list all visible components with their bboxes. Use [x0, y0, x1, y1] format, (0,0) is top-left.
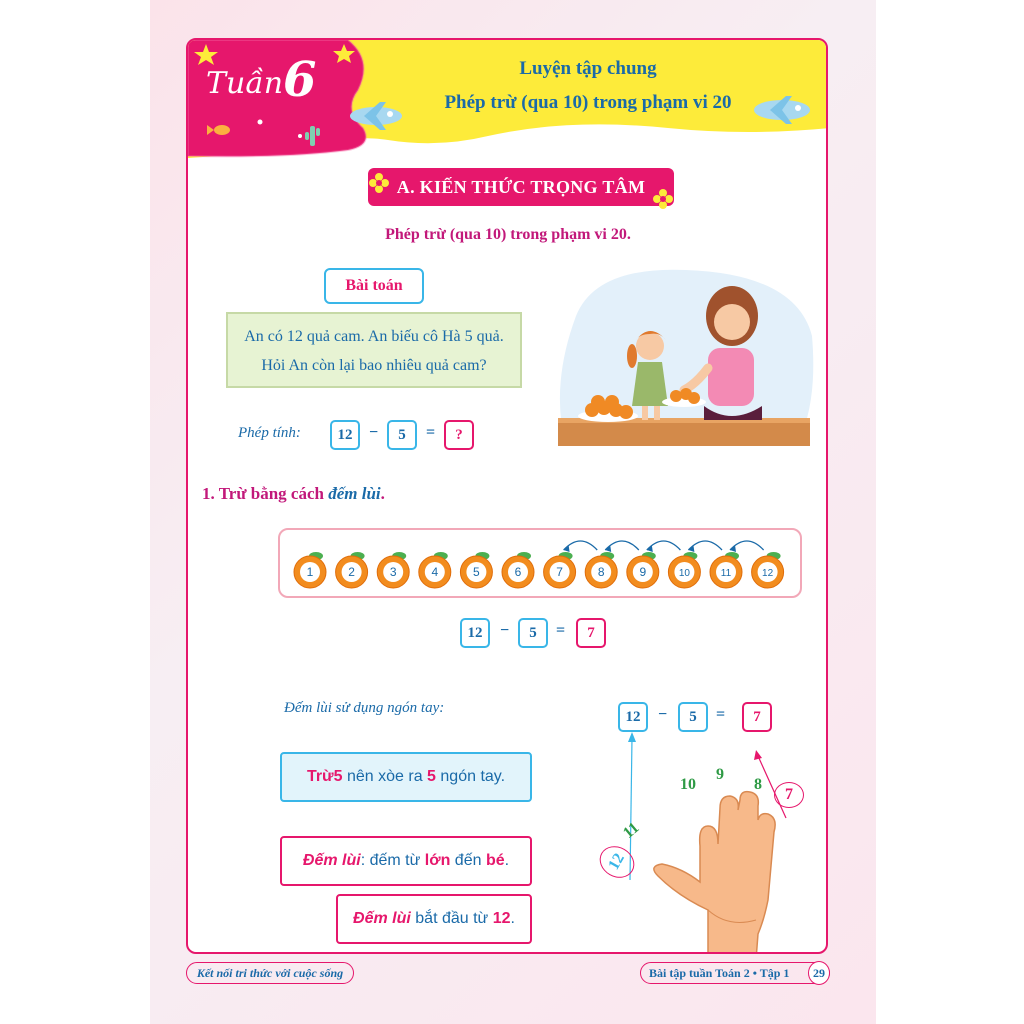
- eq1-result: 7: [576, 618, 606, 648]
- orange-number-line-drawing: [280, 530, 800, 596]
- start-circle-12: 12: [594, 840, 640, 884]
- eq1-operand-b: 5: [518, 618, 548, 648]
- flower-icon: [652, 188, 674, 210]
- end-circle-7: 7: [774, 782, 804, 808]
- hand-counting-illustration: [588, 720, 818, 954]
- dem-luy-term-2: Đếm lùi: [353, 910, 411, 927]
- step-1-suffix: .: [380, 484, 385, 503]
- orange-number-label: 10: [678, 568, 690, 579]
- orange-number-label: 2: [348, 565, 355, 579]
- orange-number-line: [278, 528, 802, 598]
- orange-12: [752, 552, 784, 588]
- page-frame: [186, 38, 828, 954]
- calc-equals: =: [426, 424, 436, 441]
- calc-label: Phép tính:: [238, 425, 301, 441]
- dem-luy-term: Đếm lùi: [302, 852, 361, 869]
- eq2-operand-a: 12: [618, 702, 648, 732]
- orange-number-label: 9: [639, 565, 647, 579]
- eq2-minus: −: [658, 706, 668, 723]
- eq1-minus: −: [500, 622, 510, 639]
- finger-label-11: 11: [619, 819, 643, 842]
- subtract-five-box: [280, 752, 532, 802]
- orange-4: [419, 552, 451, 588]
- dem-small-word: bé: [485, 852, 505, 869]
- step-1-emphasis: đếm lùi: [328, 484, 381, 503]
- orange-7: [544, 552, 576, 588]
- dem-big-word: lớn: [424, 852, 451, 869]
- dem-start-number: 12: [492, 910, 511, 927]
- finger-label-10: 10: [680, 776, 696, 793]
- eq1-equals: =: [556, 622, 566, 639]
- topic-subtitle: Phép trừ (qua 10) trong phạm vi 20.: [385, 226, 631, 243]
- orange-3: [377, 552, 409, 588]
- orange-6: [502, 552, 534, 588]
- orange-number-label: 8: [597, 565, 605, 579]
- eq2-equals: =: [716, 706, 726, 723]
- fingers-label: Đếm lùi sử dụng ngón tay:: [284, 700, 445, 716]
- eq2-result: 7: [742, 702, 772, 732]
- footer-series-title: Kết nối tri thức với cuộc sống: [186, 962, 354, 984]
- orange-number-label: 3: [389, 565, 397, 579]
- page-number: 29: [808, 961, 830, 985]
- dem-start-text: bắt đầu từ: [410, 910, 493, 927]
- orange-10: [668, 552, 700, 588]
- orange-11: [710, 552, 742, 588]
- dem-period: .: [504, 852, 510, 869]
- flower-icon: [368, 172, 390, 194]
- finger-label-8: 8: [754, 776, 762, 793]
- tru-number-2: 5: [427, 768, 436, 785]
- finger-label-9: 9: [716, 766, 724, 783]
- calc-minus: −: [369, 424, 379, 441]
- tru-end: ngón tay.: [435, 768, 506, 785]
- orange-number-label: 6: [514, 565, 522, 579]
- orange-number-label: 4: [431, 565, 439, 579]
- lesson-subtitle: Phép trừ (qua 10) trong phạm vi 20: [444, 92, 732, 113]
- calc-operand-a: 12: [330, 420, 360, 450]
- problem-label: Bài toán: [324, 268, 424, 304]
- orange-number-label: 12: [762, 568, 774, 579]
- header-banner: [188, 40, 828, 148]
- step-1-heading: [202, 484, 385, 504]
- calc-operand-b: 5: [387, 420, 417, 450]
- week-number: 6: [283, 52, 317, 108]
- orange-number-label: 1: [306, 565, 314, 579]
- section-heading: A. KIẾN THỨC TRỌNG TÂM: [368, 168, 674, 206]
- eq1-operand-a: 12: [460, 618, 490, 648]
- tru-number: 5: [333, 768, 343, 785]
- orange-number-label: 5: [473, 565, 480, 579]
- tru-middle: nên xòe ra: [342, 768, 428, 785]
- problem-text-box: [226, 312, 522, 388]
- dem-rule-text: : đếm từ: [360, 852, 425, 869]
- tru-word: Trừ: [306, 768, 334, 785]
- calc-result: ?: [444, 420, 474, 450]
- orange-2: [336, 552, 368, 588]
- footer-book-title: Bài tập tuần Toán 2 • Tập 1: [640, 962, 830, 984]
- count-down-rule-box: [280, 836, 532, 886]
- mother-daughter-illustration: [556, 256, 818, 452]
- problem-line-1: An có 12 quả cam. An biếu cô Hà 5 quả.: [244, 328, 504, 345]
- step-1-prefix: 1. Trừ bằng cách: [202, 484, 329, 503]
- orange-number-label: 7: [556, 565, 563, 579]
- orange-5: [460, 552, 492, 588]
- orange-number-label: 11: [720, 568, 732, 579]
- orange-9: [627, 552, 659, 588]
- dem-to-word: đến: [450, 852, 486, 869]
- dem-start-period: .: [510, 910, 515, 927]
- orange-8: [585, 552, 617, 588]
- orange-1: [294, 552, 326, 588]
- eq2-operand-b: 5: [678, 702, 708, 732]
- count-down-start-box: [336, 894, 532, 944]
- lesson-title: Luyện tập chung: [519, 58, 657, 79]
- problem-line-2: Hỏi An còn lại bao nhiêu quả cam?: [261, 357, 487, 374]
- week-word: Tuần: [206, 66, 284, 101]
